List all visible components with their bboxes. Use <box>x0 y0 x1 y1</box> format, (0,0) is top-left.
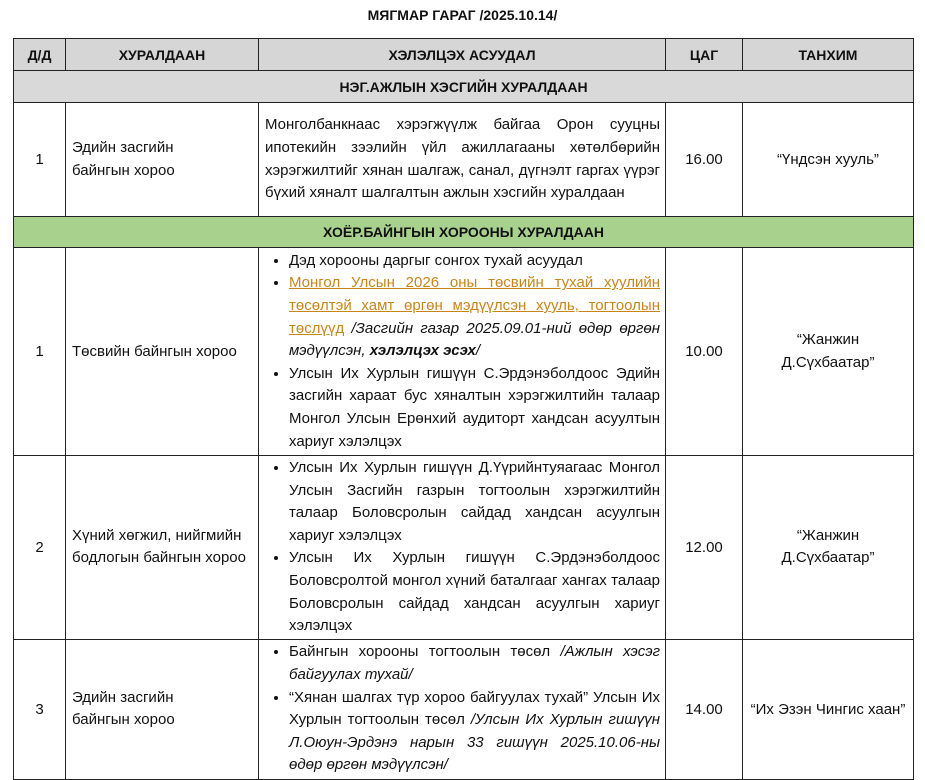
section-row <box>14 71 914 103</box>
topic-item <box>289 641 660 686</box>
meeting-line: байнгын хороо <box>72 711 175 729</box>
topic <box>259 639 666 779</box>
table-row <box>14 639 914 779</box>
table-row <box>14 456 914 640</box>
room-line: Д.Сүхбаатар” <box>781 549 875 567</box>
topic-text: Улсын Их Хурлын гишүүн С.Эрдэнэболдоос Эдийн засгийн хараат бус хяналтын хэрэгжилтийн талаар Монгол Улсын Ерөнхий аудиторт хандсан асуултын хариуг хэлэлцэх <box>289 364 660 450</box>
topic-text: “Хянан шалгах түр хороо байгуулах тухай” Улсын Их Хурлын тогтоолын төсөл <box>289 688 660 729</box>
topic-text: Улсын Их Хурлын гишүүн С.Эрдэнэболдоос Боловсролтой монгол хүний баталгааг хангах талаар Боловсролын сайдад хандсан асуулгын хариуг хэлэлцэх <box>289 549 660 635</box>
topic <box>259 456 666 640</box>
row-number: 1 <box>14 248 66 456</box>
topic-note: /Ажлын хэсэг байгуулах тухай/ <box>289 643 660 684</box>
schedule-table <box>13 38 914 780</box>
topic-note: /Засгийн газар 2025.09.01-ний өдөр өргөн мэдүүлсэн, <box>289 319 660 360</box>
meeting-line: Хүний хөгжил, нийгмийн <box>72 526 242 544</box>
header-topic: ХЭЛЭЛЦЭХ АСУУДАЛ <box>259 39 666 71</box>
header-meeting: ХУРАЛДААН <box>66 39 259 71</box>
topic-item <box>289 250 660 273</box>
row-number: 2 <box>14 456 66 640</box>
room-line: “Жанжин <box>796 526 860 544</box>
topic-text: Улсын Их Хурлын гишүүн Д.Үүрийнтуяагаас Монгол Улсын Засгийн газрын тогтоолын хэрэгжилтийн талаар Боловсролын сайдад хандсан асуулгын хариуг хэлэлцэх <box>289 459 660 544</box>
meeting-line: байнгын хороо <box>72 161 175 179</box>
topic-text: Байнгын хорооны тогтоолын төсөл <box>289 643 561 661</box>
topic-item <box>289 687 660 777</box>
topic-item <box>289 363 660 453</box>
time: 14.00 <box>666 639 743 779</box>
section-row <box>14 217 914 248</box>
row-number: 1 <box>14 103 66 217</box>
topic: Монголбанкнаас хэрэгжүүлж байгаа Орон сууцны ипотекийн зээлийн үйл ажиллагааны хөтөлбөрийн хэрэгжилтийг хянан шалгаж, санал, дүгнэлт гаргах үүрэг бүхий хяналт шалгалтын ажлын хэсгийн хуралдаан <box>259 103 666 217</box>
meeting-name <box>66 639 259 779</box>
room <box>743 456 914 640</box>
topic-item <box>289 272 660 362</box>
table-row <box>14 248 914 456</box>
topic-note-bold: хэлэлцэх эсэх <box>369 342 476 360</box>
meeting-line: Эдийн засгийн <box>72 138 174 156</box>
row-number: 3 <box>14 639 66 779</box>
room <box>743 248 914 456</box>
header-row <box>14 39 914 71</box>
meeting-line: Эдийн засгийн <box>72 688 174 706</box>
topic-note: /Улсын Их Хурлын гишүүн Л.Оюун-Эрдэнэ нарын 33 гишүүн 2025.10.06-ны өдөр өргөн мэдүүлсэн/ <box>289 711 660 774</box>
meeting-name: Төсвийн байнгын хороо <box>66 248 259 456</box>
time: 16.00 <box>666 103 743 217</box>
topic-item <box>289 547 660 637</box>
page-title: МЯГМАР ГАРАГ /2025.10.14/ <box>367 7 558 23</box>
section-title: ХОЁР.БАЙНГЫН ХОРООНЫ ХУРАЛДААН <box>14 217 914 248</box>
bill-link[interactable]: Монгол Улсын 2026 оны төсвийн тухай хуулийн төсөлтэй хамт өргөн мэдүүлсэн хууль, тогтоолын төслүүд <box>289 274 660 337</box>
time: 12.00 <box>666 456 743 640</box>
room: “Их Эзэн Чингис хаан” <box>743 639 914 779</box>
room-line: Д.Сүхбаатар” <box>781 353 875 371</box>
topic <box>259 248 666 456</box>
meeting-name <box>66 456 259 640</box>
meeting-name <box>66 103 259 217</box>
room-line: “Жанжин <box>796 330 860 348</box>
topic-item <box>289 457 660 547</box>
header-no: Д/Д <box>14 39 66 71</box>
meeting-line: бодлогын байнгын хороо <box>72 549 246 567</box>
section-title: НЭГ.АЖЛЫН ХЭСГИЙН ХУРАЛДААН <box>14 71 914 103</box>
table-row <box>14 103 914 217</box>
topic-note-end: / <box>475 342 481 360</box>
topic-text: Дэд хорооны даргыг сонгох тухай асуудал <box>289 251 583 269</box>
time: 10.00 <box>666 248 743 456</box>
room: “Үндсэн хууль” <box>743 103 914 217</box>
header-time: ЦАГ <box>666 39 743 71</box>
header-room: ТАНХИМ <box>743 39 914 71</box>
